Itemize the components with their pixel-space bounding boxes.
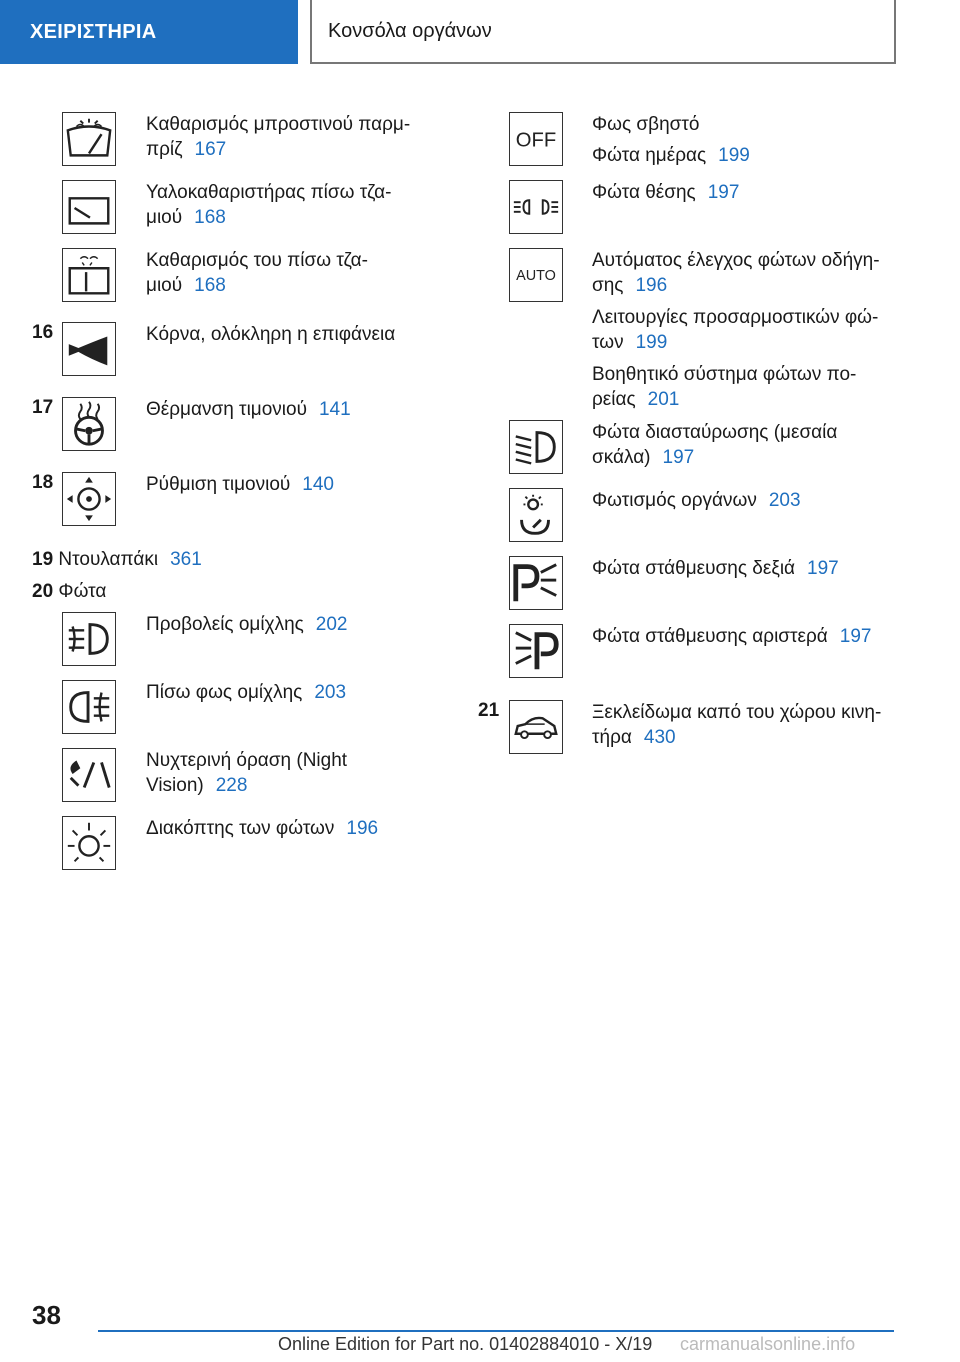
label-line: Αυτόματος έλεγχος φώτων οδήγη- [592, 250, 880, 271]
parking-light-left-label [592, 624, 872, 649]
hood-release-label [592, 700, 881, 750]
steering-heat-icon [62, 397, 116, 451]
page-ref-link[interactable]: 197 [807, 558, 839, 579]
windshield-wash-label [146, 112, 410, 162]
item-number: 16 [32, 322, 54, 343]
horn-label [146, 322, 395, 347]
label-line: Υαλοκαθαριστήρας πίσω τζα- [146, 182, 392, 203]
auto-lights-icon [509, 248, 563, 302]
position-lights-icon [509, 180, 563, 234]
label-line: Καθαρισμός μπροστινού παρμ- [146, 114, 411, 135]
label-line: μιού [146, 207, 183, 228]
auto-lights-label [592, 248, 880, 412]
horn-icon [62, 322, 116, 376]
windshield-wash-icon [62, 112, 116, 166]
lights-off-icon [509, 112, 563, 166]
page-ref-link[interactable]: 141 [318, 399, 351, 420]
label-line: Ξεκλείδωμα καπό του χώρου κινη- [592, 702, 882, 723]
label-line: των [592, 332, 624, 353]
page-ref-link[interactable]: 196 [635, 275, 668, 296]
page-ref-link[interactable]: 199 [718, 145, 750, 166]
low-beam-label [592, 420, 837, 470]
rear-wash-icon [62, 248, 116, 302]
label-line: Προβολείς ομίχλης [146, 614, 304, 635]
item-number: 17 [32, 397, 54, 418]
parking-light-right-icon [509, 556, 563, 610]
label-line: Φώτα στάθμευσης δεξιά [592, 558, 796, 579]
footer-divider [98, 1330, 894, 1332]
label-line: πρίζ [146, 139, 183, 160]
label-line: Κόρνα, ολόκληρη η επιφάνεια [146, 324, 396, 345]
label-line: Φώτα θέσης [592, 182, 696, 203]
lights-item [32, 579, 106, 604]
page-ref-link[interactable]: 168 [194, 275, 226, 296]
label-line: μιού [146, 275, 183, 296]
label-line: Βοηθητικό σύστημα φώτων πο- [592, 364, 857, 385]
label-line: Φωτισμός οργάνων [592, 490, 757, 511]
label-line: Διακόπτης των φώτων [146, 818, 335, 839]
section-title: ΧΕΙΡΙΣΤΗΡΙΑ [30, 20, 157, 43]
footer-text: Online Edition for Part no. 01402884010 - X/19 [278, 1334, 653, 1354]
parking-light-right-label [592, 556, 839, 581]
page-ref-link[interactable]: 167 [194, 139, 227, 160]
item-number: 20 [32, 581, 54, 602]
page-ref-link[interactable]: 361 [170, 549, 202, 570]
label-line: Φώτα ημέρας [592, 145, 707, 166]
steering-adjust-label [146, 472, 334, 497]
auto-icon-text: AUTO [516, 267, 556, 284]
page-ref-link[interactable]: 140 [302, 474, 334, 495]
label-line: Φώτα [58, 581, 107, 602]
page-ref-link[interactable]: 203 [314, 682, 347, 703]
hood-release-icon [509, 700, 563, 754]
page-header [310, 0, 896, 64]
rear-wiper-label [146, 180, 391, 230]
rear-fog-icon [62, 680, 116, 734]
front-fog-label [146, 612, 348, 637]
instrument-lighting-icon [509, 488, 563, 542]
page-ref-link[interactable]: 430 [643, 727, 676, 748]
steering-adjust-icon [62, 472, 116, 526]
page-ref-link[interactable]: 201 [647, 389, 680, 410]
page-ref-link[interactable]: 197 [662, 447, 695, 468]
section-tab [0, 0, 298, 64]
item-number: 21 [478, 700, 500, 721]
label-line: Φώτα στάθμευσης αριστερά [592, 626, 828, 647]
label-line: ρείας [592, 389, 636, 410]
page-ref-link[interactable]: 199 [635, 332, 668, 353]
front-fog-icon [62, 612, 116, 666]
label-line: Νυχτερινή όραση (Night [146, 750, 348, 771]
page-ref-link[interactable]: 228 [215, 775, 248, 796]
item-number: 18 [32, 472, 54, 493]
label-line: Λειτουργίες προσαρμοστικών φώ- [592, 307, 879, 328]
label-line: Πίσω φως ομίχλης [146, 682, 303, 703]
label-line: Θέρμανση τιμονιού [146, 399, 307, 420]
page-ref-link[interactable]: 203 [768, 490, 801, 511]
glovebox-item [32, 547, 202, 572]
light-switch-icon [62, 816, 116, 870]
watermark: carmanualsonline.info [680, 1334, 856, 1354]
rear-fog-label [146, 680, 346, 705]
night-vision-icon [62, 748, 116, 802]
parking-light-left-icon [509, 624, 563, 678]
night-vision-label [146, 748, 347, 798]
rear-wiper-icon [62, 180, 116, 234]
label-line: Ντουλαπάκι [58, 549, 159, 570]
label-line: Καθαρισμός του πίσω τζα- [146, 250, 368, 271]
label-line: Φώτα διασταύρωσης (μεσαία [592, 422, 838, 443]
label-line: Vision) [146, 775, 204, 796]
page-number: 38 [32, 1300, 61, 1330]
position-lights-label [592, 180, 739, 205]
page-ref-link[interactable]: 197 [707, 182, 740, 203]
label-line: Φως σβηστό [592, 114, 700, 135]
label-line: σκάλα) [592, 447, 651, 468]
lights-off-label [592, 112, 750, 168]
off-icon-text: OFF [515, 129, 557, 152]
light-switch-label [146, 816, 378, 841]
page-ref-link[interactable]: 197 [839, 626, 872, 647]
rear-wash-label [146, 248, 368, 298]
page-ref-link[interactable]: 196 [346, 818, 379, 839]
page-ref-link[interactable]: 202 [315, 614, 348, 635]
page-title: Κονσόλα οργάνων [328, 19, 492, 42]
steering-heat-label [146, 397, 351, 422]
label-line: σης [592, 275, 624, 296]
item-number: 19 [32, 549, 54, 570]
page-ref-link[interactable]: 168 [194, 207, 226, 228]
instrument-lighting-label [592, 488, 801, 513]
label-line: Ρύθμιση τιμονιού [146, 474, 291, 495]
label-line: τήρα [592, 727, 632, 748]
low-beam-icon [509, 420, 563, 474]
